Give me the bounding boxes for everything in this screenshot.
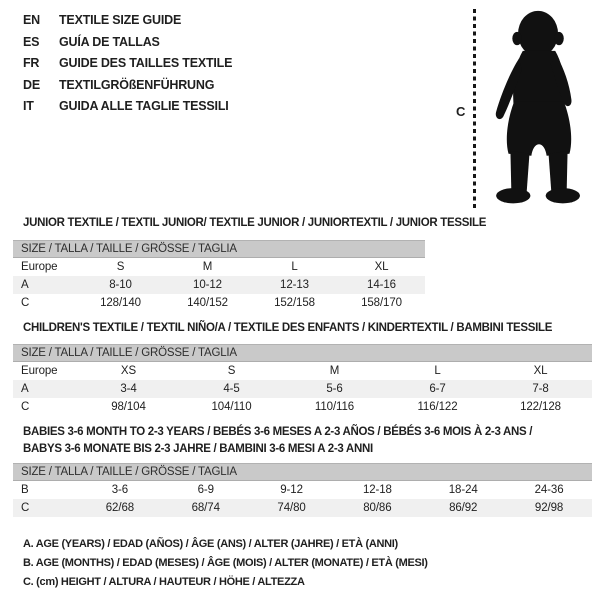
- lang-code: ES: [23, 34, 40, 49]
- size-cell: M: [329, 365, 340, 377]
- lang-row-fr: [23, 53, 232, 75]
- height-cell: 140/152: [187, 297, 228, 309]
- babies-size-table: [13, 463, 592, 517]
- table-row: [13, 398, 592, 416]
- lang-row-it: [23, 96, 232, 118]
- size-cell: XS: [120, 365, 137, 377]
- height-cell: 86/92: [449, 502, 478, 514]
- toddler-silhouette-icon: [484, 8, 594, 210]
- age-cell: 4-5: [223, 383, 240, 395]
- table-row: [13, 258, 425, 276]
- size-cell: L: [434, 365, 441, 377]
- age-cell: 7-8: [532, 383, 549, 395]
- age-cell: 6-9: [197, 484, 214, 496]
- row-label: C: [21, 502, 30, 514]
- row-label: Europe: [21, 261, 58, 273]
- children-size-table: [13, 344, 592, 416]
- lang-title: GUIDE DES TAILLES TEXTILE: [59, 56, 233, 71]
- size-header-bar: SIZE / TALLA / TAILLE / GRÖSSE / TAGLIA: [13, 344, 592, 362]
- height-cell: 74/80: [277, 502, 306, 514]
- babies-table-title: [23, 424, 532, 458]
- junior-table-title: JUNIOR TEXTILE / TEXTIL JUNIOR/ TEXTILE JUNIOR / JUNIORTEXTIL / JUNIOR TESSILE: [23, 217, 487, 229]
- lang-title: TEXTILGRÖßENFÜHRUNG: [59, 77, 215, 92]
- table-row: [13, 499, 592, 517]
- age-cell: 5-6: [326, 383, 343, 395]
- height-cell: 158/170: [361, 297, 402, 309]
- row-label: C: [21, 401, 30, 413]
- height-cell: 104/110: [211, 401, 252, 413]
- table-row: [13, 481, 592, 499]
- height-cell: 92/98: [534, 502, 564, 514]
- row-label: A: [21, 279, 29, 291]
- lang-row-de: [23, 75, 232, 97]
- age-cell: 14-16: [367, 279, 396, 291]
- height-cell: 116/122: [417, 401, 458, 413]
- babies-title-line1: BABIES 3-6 MONTH TO 2-3 YEARS / BEBÉS 3-6 MESES A 2-3 AÑOS / BÉBÉS 3-6 MOIS À 2-3 ANS /: [23, 426, 533, 438]
- lang-row-en: [23, 10, 232, 32]
- height-cell: 62/68: [105, 502, 135, 514]
- age-cell: 12-13: [280, 279, 309, 291]
- size-cell: XL: [533, 365, 548, 377]
- table-row: [13, 380, 592, 398]
- age-cell: 3-4: [120, 383, 137, 395]
- age-cell: 18-24: [448, 484, 478, 496]
- lang-code: FR: [23, 56, 40, 71]
- lang-code: DE: [23, 77, 40, 92]
- measurement-legend: [23, 535, 428, 592]
- size-cell: L: [291, 261, 298, 273]
- size-header-bar: SIZE / TALLA / TAILLE / GRÖSSE / TAGLIA: [13, 240, 425, 258]
- size-cell: S: [116, 261, 125, 273]
- height-cell: 122/128: [520, 401, 561, 413]
- age-cell: 24-36: [534, 484, 564, 496]
- lang-row-es: [23, 32, 232, 54]
- lang-code: EN: [23, 13, 40, 27]
- size-header-bar: SIZE / TALLA / TAILLE / GRÖSSE / TAGLIA: [13, 463, 592, 481]
- age-cell: 12-18: [362, 484, 392, 496]
- lang-title: GUÍA DE TALLAS: [59, 34, 160, 49]
- height-cell: 110/116: [314, 401, 355, 413]
- row-label: C: [21, 297, 30, 309]
- age-cell: 9-12: [280, 484, 303, 496]
- children-table-title: CHILDREN'S TEXTILE / TEXTIL NIÑO/A / TEXTILE DES ENFANTS / KINDERTEXTIL / BAMBINI TESSILE: [23, 322, 553, 334]
- age-cell: 3-6: [111, 484, 129, 496]
- height-measure-label: C: [456, 104, 466, 119]
- height-cell: 128/140: [100, 297, 141, 309]
- legend-line-b: B. AGE (MONTHS) / EDAD (MESES) / ÂGE (MOIS) / ALTER (MONATE) / ETÀ (MESI): [23, 557, 428, 569]
- size-cell: M: [202, 261, 213, 273]
- lang-title: GUIDA ALLE TAGLIE TESSILI: [59, 99, 229, 114]
- legend-line-a: A. AGE (YEARS) / EDAD (AÑOS) / ÂGE (ANS) / ALTER (JAHRE) / ETÀ (ANNI): [23, 538, 398, 550]
- row-label: A: [21, 383, 29, 395]
- age-cell: 6-7: [429, 383, 446, 395]
- height-cell: 80/86: [363, 502, 392, 514]
- table-row: [13, 294, 425, 312]
- age-cell: 8-10: [109, 279, 132, 291]
- size-cell: XL: [374, 261, 389, 273]
- legend-line-c: C. (cm) HEIGHT / ALTURA / HAUTEUR / HÖHE / ALTEZZA: [23, 576, 305, 588]
- lang-code: IT: [23, 99, 34, 114]
- height-cell: 68/74: [191, 502, 220, 514]
- table-row: [13, 362, 592, 380]
- junior-size-table: [13, 240, 425, 312]
- language-title-block: [23, 10, 232, 118]
- height-cell: 98/104: [111, 401, 146, 413]
- babies-title-line2: BABYS 3-6 MONATE BIS 2-3 JAHRE / BAMBINI 3-6 MESI A 2-3 ANNI: [23, 443, 373, 455]
- age-cell: 10-12: [193, 279, 222, 291]
- table-row: [13, 276, 425, 294]
- row-label: B: [21, 484, 29, 496]
- size-cell: S: [227, 365, 236, 377]
- height-cell: 152/158: [274, 297, 315, 309]
- lang-title: TEXTILE SIZE GUIDE: [59, 13, 182, 27]
- row-label: Europe: [21, 365, 58, 377]
- height-measure-dotted-line: [473, 9, 476, 209]
